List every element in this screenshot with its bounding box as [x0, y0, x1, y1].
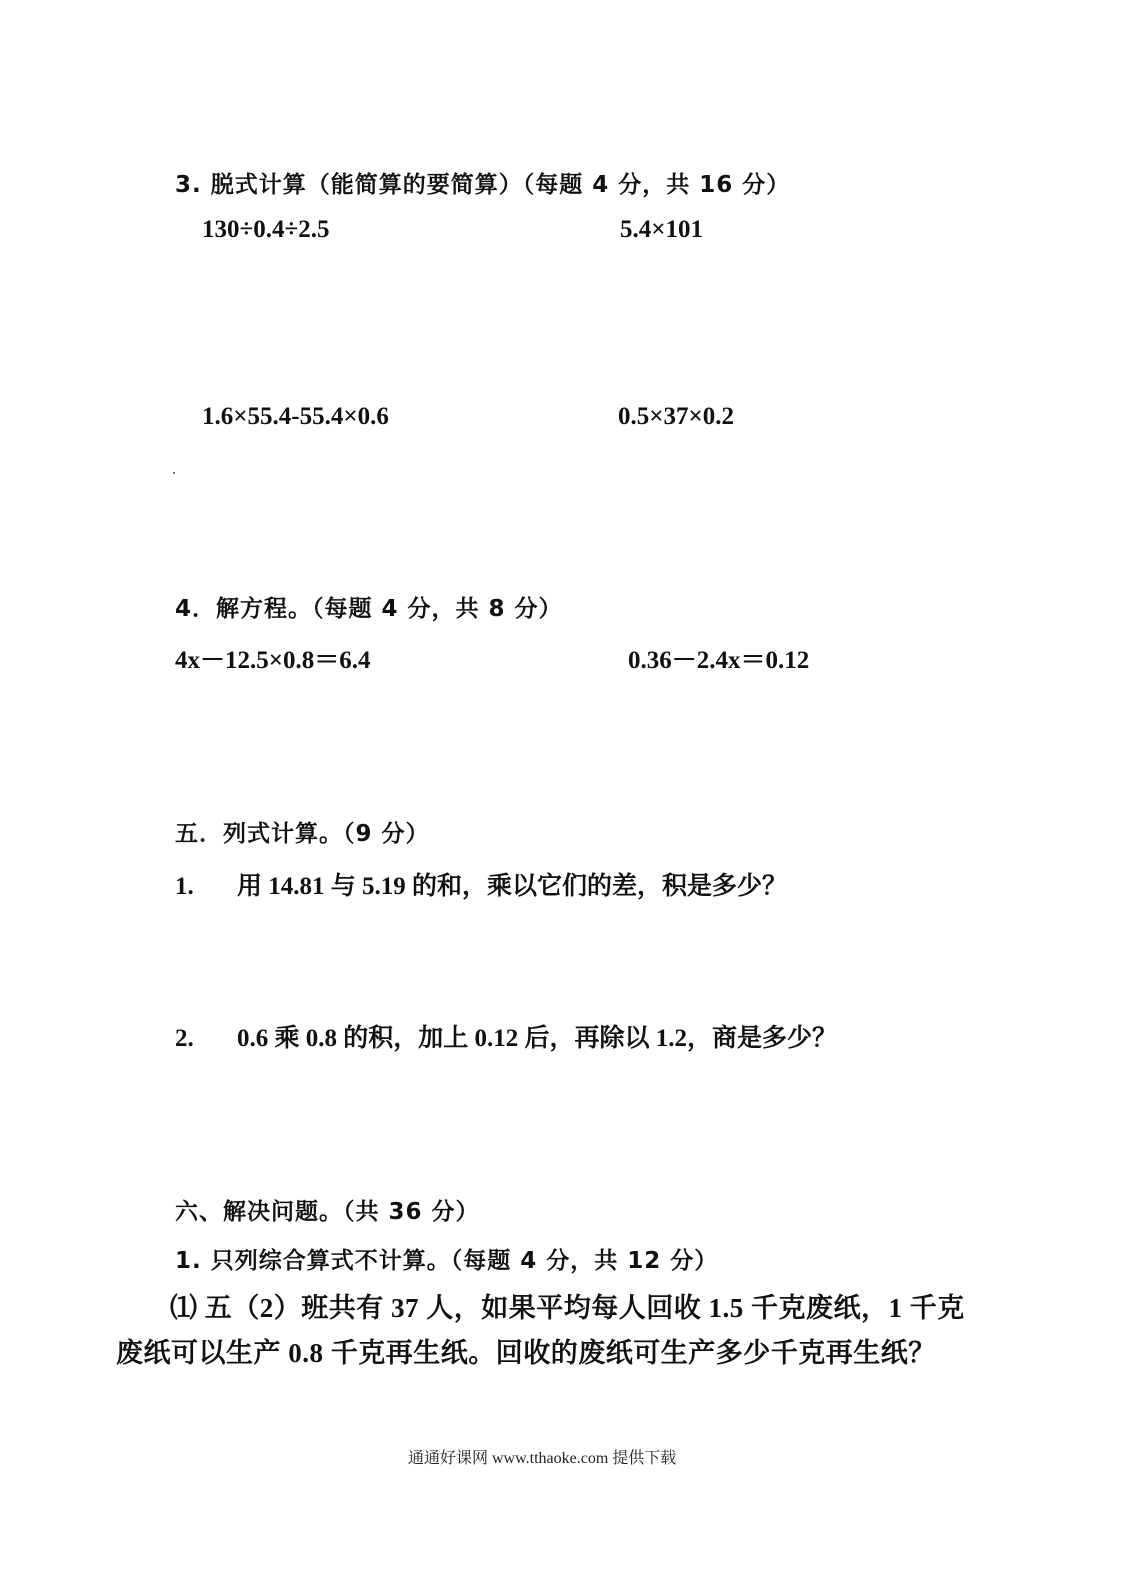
question-5-2 [175, 1018, 837, 1054]
question-text: 0.6 乘 0.8 的积，加上 0.12 后，再除以 1.2，商是多少？ [237, 1025, 838, 1052]
problem-6-1-line1: ⑴ 五（2）班共有 37 人，如果平均每人回收 1.5 千克废纸，1 千克 [170, 1293, 965, 1323]
question-number: 2. [175, 1025, 194, 1052]
page-footer: 通通好课网 www.tthaoke.com 提供下载 [408, 1450, 677, 1467]
question-5-1 [175, 866, 787, 902]
problem-3-3: 1.6×55.4-55.4×0.6 [202, 403, 389, 430]
section-6-heading: 六、解决问题。（共 36 分） [175, 1199, 480, 1225]
question-text: 用 14.81 与 5.19 的和，乘以它们的差，积是多少？ [237, 873, 788, 900]
section-5-heading: 五．列式计算。（9 分） [175, 821, 430, 847]
problem-3-2: 5.4×101 [620, 216, 703, 243]
problem-3-1: 130÷0.4÷2.5 [202, 216, 330, 243]
section-3-heading: 3. 脱式计算（能简算的要简算）（每题 4 分，共 16 分） [175, 172, 791, 198]
problem-6-1-line2: 废纸可以生产 0.8 千克再生纸。回收的废纸可生产多少千克再生纸？ [116, 1338, 936, 1368]
question-number: 1. [175, 873, 194, 900]
section-6-sub1-heading: 1. 只列综合算式不计算。（每题 4 分，共 12 分） [175, 1248, 719, 1274]
section-4-heading: 4．解方程。（每题 4 分，共 8 分） [175, 596, 563, 622]
scan-speck [173, 472, 175, 474]
problem-3-4: 0.5×37×0.2 [618, 403, 734, 430]
equation-4-2: 0.36－2.4x＝0.12 [628, 647, 810, 674]
equation-4-1: 4x－12.5×0.8＝6.4 [175, 647, 371, 674]
